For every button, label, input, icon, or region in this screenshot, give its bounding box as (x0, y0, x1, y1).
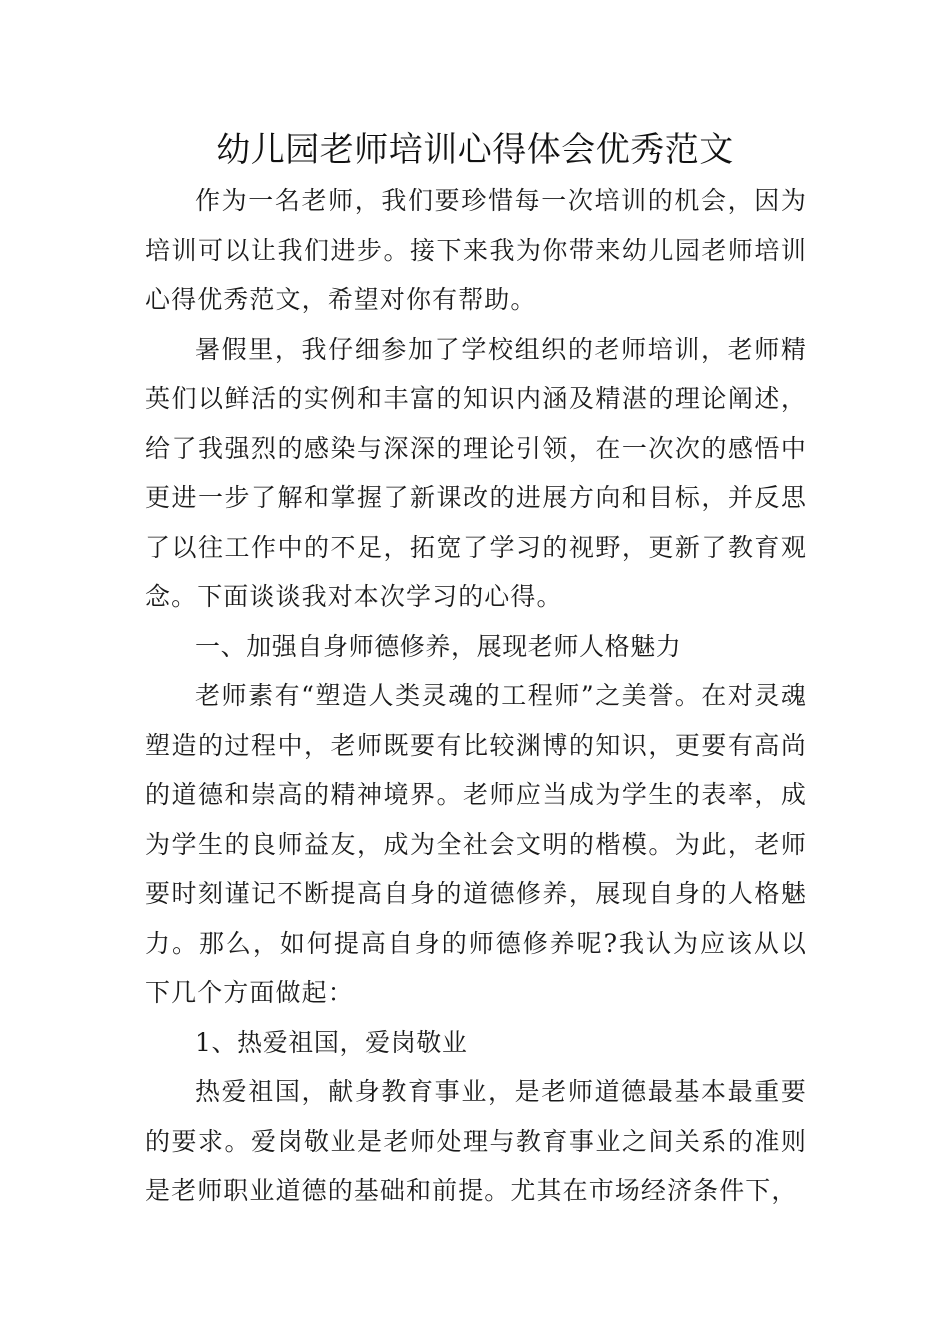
document-body (145, 176, 807, 1216)
paragraph-love-country: 热爱祖国，献身教育事业，是老师道德最基本最重要的要求。爱岗敬业是老师处理与教育事业之间关系的准则是老师职业道德的基础和前提。尤其在市场经济条件下， (145, 1077, 807, 1205)
paragraph-intro: 作为一名老师，我们要珍惜每一次培训的机会，因为培训可以让我们进步。接下来我为你带来幼儿园老师培训心得优秀范文，希望对你有帮助。 (145, 186, 807, 314)
subsection-heading-1: 1、热爱祖国，爱岗敬业 (195, 1027, 468, 1057)
section-heading-1: 一、加强自身师德修养，展现老师人格魅力 (195, 631, 682, 661)
paragraph-teacher-role: 老师素有“塑造人类灵魂的工程师”之美誉。在对灵魂塑造的过程中，老师既要有比较渊博的知识，更要有高尚的道德和崇高的精神境界。老师应当成为学生的表率，成为学生的良师益友，成为全社会文明的楷模。为此，老师要时刻谨记不断提高自身的道德修养，展现自身的人格魅力。那么，如何提高自身的师德修养呢?我认为应该从以下几个方面做起： (145, 681, 807, 1007)
document-title: 幼儿园老师培训心得体会优秀范文 (216, 130, 734, 170)
paragraph-summer-training: 暑假里，我仔细参加了学校组织的老师培训，老师精英们以鲜活的实例和丰富的知识内涵及精湛的理论阐述，给了我强烈的感染与深深的理论引领，在一次次的感悟中更进一步了解和掌握了新课改的进展方向和目标，并反思了以往工作中的不足，拓宽了学习的视野，更新了教育观念。下面谈谈我对本次学习的心得。 (145, 334, 807, 611)
